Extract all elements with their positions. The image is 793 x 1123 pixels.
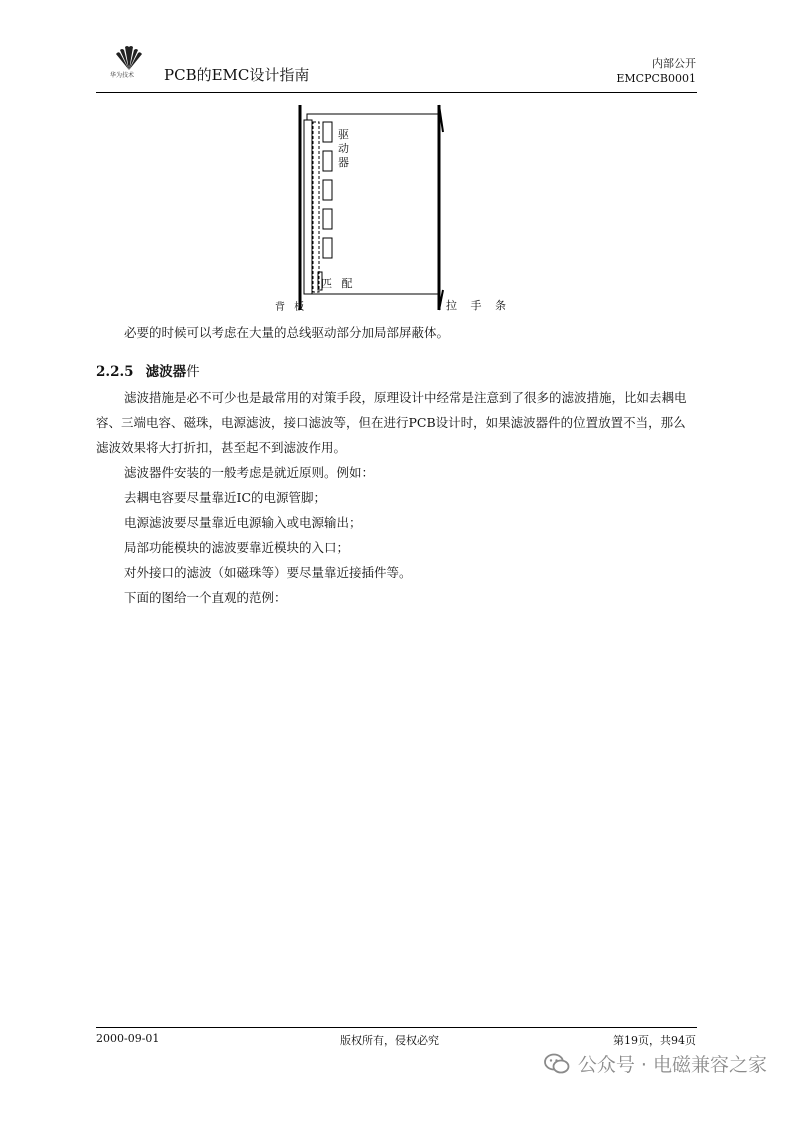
paragraph-filter-measures: 滤波措施是必不可少也是最常用的对策手段，原理设计中经常是注意到了很多的滤波措施，比如去耦电容、三端电容、磁珠，电源滤波，接口滤波等，但在进行PCB设计时，如果滤波器件的位置放置不当，那么滤波效果将大打折扣，甚至起不到滤波作用。	[96, 390, 687, 455]
document-id: EMCPCB0001	[616, 72, 696, 85]
list-item: 电源滤波要尽量靠近电源输入或电源输出；	[124, 515, 362, 530]
header-meta	[616, 56, 696, 86]
shield-paragraph: 必要的时候可以考虑在大量的总线驱动部分加局部屏蔽体。	[124, 325, 450, 340]
header-divider	[96, 92, 697, 93]
section-number: 2.2.5	[96, 364, 134, 380]
list-item: 对外接口的滤波（如磁珠等）要尽量靠近接插件等。	[124, 565, 412, 580]
footer-copyright: 版权所有，侵权必究	[340, 1034, 439, 1047]
driver-label: 驱 动 器	[338, 128, 349, 169]
paragraph-principle: 滤波器件安装的一般考虑是就近原则。例如：	[124, 465, 375, 480]
board-diagram	[256, 100, 511, 315]
section-title-bold: 滤波器	[145, 364, 187, 380]
classification: 内部公开	[652, 57, 696, 70]
footer-date: 2000-09-01	[96, 1032, 160, 1045]
footer-divider	[96, 1027, 697, 1028]
section-title-rest: 件	[186, 364, 200, 380]
paragraph-example: 下面的图给一个直观的范例：	[124, 590, 287, 605]
watermark-text: 公众号 · 电磁兼容之家	[577, 1054, 767, 1076]
document-title: PCB的EMC设计指南	[164, 66, 310, 84]
footer-page: 第19页，共94页	[613, 1034, 696, 1047]
match-label: 匹 配	[321, 277, 356, 290]
watermark	[544, 1050, 767, 1077]
backplane-label: 背 板	[275, 302, 308, 313]
list-item: 局部功能模块的滤波要靠近模块的入口；	[124, 540, 350, 555]
logo-text: 华为技术	[110, 72, 135, 79]
list-item: 去耦电容要尽量靠近IC的电源管脚；	[124, 490, 327, 505]
section-body	[96, 385, 697, 610]
section-heading	[96, 360, 200, 380]
wechat-icon	[544, 1053, 570, 1075]
handle-label: 拉 手 条	[446, 299, 511, 312]
board-diagram-drawing	[256, 100, 506, 315]
